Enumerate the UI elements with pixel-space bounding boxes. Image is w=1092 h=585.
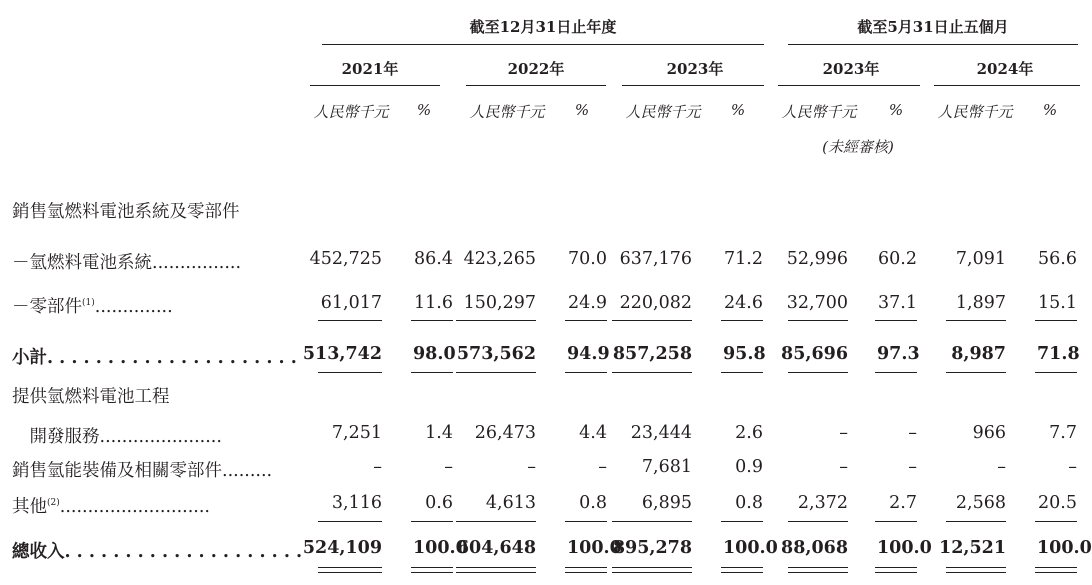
unaudited-note: (未經審核)	[822, 138, 894, 156]
total-top-rule	[612, 521, 692, 522]
year-2021: 2021年	[341, 60, 399, 78]
subtotal-top-rule	[721, 320, 763, 321]
cell-engineering-services-9: 7.7	[1049, 423, 1077, 443]
row-label-others	[12, 493, 210, 518]
cell-others-1: 0.6	[425, 493, 453, 513]
subtotal-bottom-rule	[1035, 372, 1077, 373]
row-label-text: －氫燃料電池系統	[12, 253, 152, 273]
cell-components-2: 150,297	[463, 293, 536, 313]
cell-fuel-cell-systems-3: 70.0	[568, 249, 607, 269]
cell-fuel-cell-systems-4: 637,176	[619, 249, 692, 269]
row-label-engineering-services	[12, 423, 222, 448]
cell-others-6: 2,372	[797, 493, 848, 513]
total-double-rule-1	[875, 567, 917, 568]
cell-total-revenue-4: 895,278	[612, 538, 692, 558]
year-2023-interim: 2023年	[822, 60, 880, 78]
cell-subtotal-8: 8,987	[951, 344, 1006, 364]
total-top-rule	[788, 521, 848, 522]
cell-subtotal-1: 98.0	[413, 344, 456, 364]
total-double-rule-2	[788, 572, 848, 573]
year-rule-2023-interim	[778, 85, 920, 86]
unit-rmb-2023: 人民幣千元	[625, 103, 701, 121]
subtotal-top-rule	[456, 320, 536, 321]
row-label-sales-header	[12, 198, 240, 223]
row-label-subtotal	[12, 344, 297, 369]
cell-components-8: 1,897	[955, 293, 1006, 313]
cell-total-revenue-5: 100.0	[723, 538, 778, 558]
row-label-engineering-header	[12, 383, 170, 408]
subtotal-bottom-rule	[456, 372, 536, 373]
cell-subtotal-4: 857,258	[612, 344, 692, 364]
total-double-rule-1	[318, 567, 382, 568]
subtotal-bottom-rule	[875, 372, 917, 373]
total-top-rule	[721, 521, 763, 522]
cell-total-revenue-1: 100.0	[413, 538, 468, 558]
total-top-rule	[946, 521, 1006, 522]
cell-hydrogen-equipment-2: –	[527, 457, 536, 477]
total-double-rule-1	[788, 567, 848, 568]
total-double-rule-2	[411, 572, 453, 573]
subtotal-top-rule	[1035, 320, 1077, 321]
cell-engineering-services-4: 23,444	[630, 423, 692, 443]
total-double-rule-2	[565, 572, 607, 573]
unit-pct-2024-interim: %	[1042, 101, 1058, 119]
cell-total-revenue-2: 604,648	[456, 538, 536, 558]
row-label-text: 小計	[12, 348, 47, 368]
footnote-marker: (1)	[82, 298, 95, 309]
leader-dots: ......................	[99, 427, 222, 447]
total-double-rule-2	[721, 572, 763, 573]
subtotal-top-rule	[318, 320, 382, 321]
subtotal-bottom-rule	[612, 372, 692, 373]
row-label-fuel-cell-systems	[12, 249, 241, 274]
row-label-text: 其他	[12, 497, 47, 517]
total-double-rule-1	[721, 567, 763, 568]
cell-fuel-cell-systems-6: 52,996	[786, 249, 848, 269]
year-2022: 2022年	[507, 60, 565, 78]
subtotal-top-rule	[875, 320, 917, 321]
total-double-rule-2	[612, 572, 692, 573]
row-label-text: 總收入	[12, 542, 65, 562]
subtotal-bottom-rule	[565, 372, 607, 373]
cell-total-revenue-9: 100.0	[1037, 538, 1092, 558]
cell-components-6: 32,700	[786, 293, 848, 313]
leader-dots: . . . . . . . . . . . . . . . . . . . .	[64, 542, 303, 562]
row-label-text: －零部件	[12, 297, 82, 317]
cell-engineering-services-7: –	[908, 423, 917, 443]
year-rule-2021	[310, 85, 440, 86]
cell-components-9: 15.1	[1038, 293, 1077, 313]
total-double-rule-2	[456, 572, 536, 573]
subtotal-bottom-rule	[946, 372, 1006, 373]
total-top-rule	[875, 521, 917, 522]
subtotal-top-rule	[565, 320, 607, 321]
cell-total-revenue-6: 88,068	[781, 538, 848, 558]
cell-total-revenue-7: 100.0	[877, 538, 932, 558]
group-rule-year-ended	[322, 44, 764, 45]
cell-subtotal-0: 513,742	[302, 344, 382, 364]
total-double-rule-1	[1035, 567, 1077, 568]
cell-total-revenue-0: 524,109	[302, 538, 382, 558]
cell-total-revenue-3: 100.0	[567, 538, 622, 558]
cell-others-9: 20.5	[1038, 493, 1077, 513]
group-title-five-months: 截至5月31日止五個月	[857, 18, 1009, 36]
leader-dots: ...........................	[59, 497, 210, 517]
unit-rmb-2024-interim: 人民幣千元	[937, 103, 1013, 121]
row-label-components	[12, 293, 173, 318]
cell-components-5: 24.6	[724, 293, 763, 313]
cell-hydrogen-equipment-1: –	[444, 457, 453, 477]
unit-pct-2023: %	[730, 101, 746, 119]
cell-hydrogen-equipment-4: 7,681	[641, 457, 692, 477]
total-top-rule	[1035, 521, 1077, 522]
total-top-rule	[318, 521, 382, 522]
subtotal-top-rule	[411, 320, 453, 321]
unit-rmb-2023-interim: 人民幣千元	[781, 103, 857, 121]
total-double-rule-1	[612, 567, 692, 568]
subtotal-bottom-rule	[721, 372, 763, 373]
unit-pct-2021: %	[416, 101, 432, 119]
cell-hydrogen-equipment-8: –	[997, 457, 1006, 477]
cell-subtotal-3: 94.9	[567, 344, 610, 364]
footnote-marker: (2)	[47, 498, 60, 509]
year-2024-interim: 2024年	[976, 60, 1034, 78]
leader-dots: .........	[222, 461, 273, 481]
cell-engineering-services-0: 7,251	[331, 423, 382, 443]
cell-components-4: 220,082	[619, 293, 692, 313]
cell-engineering-services-3: 4.4	[579, 423, 607, 443]
subtotal-bottom-rule	[318, 372, 382, 373]
cell-subtotal-9: 71.8	[1037, 344, 1080, 364]
year-rule-2022	[466, 85, 606, 86]
cell-engineering-services-8: 966	[972, 423, 1006, 443]
total-double-rule-2	[318, 572, 382, 573]
total-double-rule-1	[456, 567, 536, 568]
cell-others-0: 3,116	[331, 493, 382, 513]
cell-others-3: 0.8	[579, 493, 607, 513]
cell-fuel-cell-systems-1: 86.4	[414, 249, 453, 269]
subtotal-bottom-rule	[788, 372, 848, 373]
total-top-rule	[456, 521, 536, 522]
total-double-rule-1	[946, 567, 1006, 568]
cell-components-0: 61,017	[320, 293, 382, 313]
cell-subtotal-5: 95.8	[723, 344, 766, 364]
cell-subtotal-2: 573,562	[456, 344, 536, 364]
cell-components-7: 37.1	[878, 293, 917, 313]
cell-components-1: 11.6	[414, 293, 453, 313]
unit-pct-2022: %	[574, 101, 590, 119]
total-double-rule-2	[875, 572, 917, 573]
row-label-text: 開發服務	[12, 427, 100, 447]
cell-engineering-services-6: –	[839, 423, 848, 443]
cell-engineering-services-5: 2.6	[735, 423, 763, 443]
leader-dots: ................	[152, 253, 242, 273]
total-top-rule	[565, 521, 607, 522]
row-label-text: 提供氫燃料電池工程	[12, 387, 170, 407]
cell-fuel-cell-systems-2: 423,265	[463, 249, 536, 269]
subtotal-bottom-rule	[411, 372, 453, 373]
unit-pct-2023-interim: %	[888, 101, 904, 119]
row-label-total-revenue	[12, 538, 302, 563]
total-double-rule-2	[946, 572, 1006, 573]
cell-hydrogen-equipment-0: –	[373, 457, 382, 477]
cell-components-3: 24.9	[568, 293, 607, 313]
subtotal-top-rule	[612, 320, 692, 321]
cell-fuel-cell-systems-9: 56.6	[1038, 249, 1077, 269]
cell-total-revenue-8: 12,521	[939, 538, 1006, 558]
subtotal-top-rule	[788, 320, 848, 321]
row-label-text: 銷售氫燃料電池系統及零部件	[12, 202, 240, 222]
cell-hydrogen-equipment-7: –	[908, 457, 917, 477]
cell-hydrogen-equipment-6: –	[839, 457, 848, 477]
subtotal-top-rule	[946, 320, 1006, 321]
cell-fuel-cell-systems-8: 7,091	[955, 249, 1006, 269]
row-label-text: 銷售氫能裝備及相關零部件	[12, 461, 222, 481]
cell-subtotal-7: 97.3	[877, 344, 920, 364]
total-double-rule-1	[411, 567, 453, 568]
year-rule-2023	[622, 85, 764, 86]
total-double-rule-1	[565, 567, 607, 568]
cell-subtotal-6: 85,696	[781, 344, 848, 364]
year-rule-2024-interim	[934, 85, 1080, 86]
cell-fuel-cell-systems-5: 71.2	[724, 249, 763, 269]
cell-others-8: 2,568	[955, 493, 1006, 513]
total-top-rule	[411, 521, 453, 522]
cell-fuel-cell-systems-0: 452,725	[309, 249, 382, 269]
total-double-rule-2	[1035, 572, 1077, 573]
group-title-year-ended: 截至12月31日止年度	[469, 18, 617, 36]
cell-hydrogen-equipment-3: –	[598, 457, 607, 477]
leader-dots: ..............	[94, 297, 173, 317]
unit-rmb-2022: 人民幣千元	[469, 103, 545, 121]
row-label-hydrogen-equipment	[12, 457, 272, 482]
year-2023: 2023年	[666, 60, 724, 78]
cell-engineering-services-2: 26,473	[474, 423, 536, 443]
cell-engineering-services-1: 1.4	[425, 423, 453, 443]
cell-hydrogen-equipment-5: 0.9	[735, 457, 763, 477]
group-rule-five-months	[788, 44, 1078, 45]
cell-others-7: 2.7	[889, 493, 917, 513]
cell-others-2: 4,613	[485, 493, 536, 513]
cell-others-5: 0.8	[735, 493, 763, 513]
unit-rmb-2021: 人民幣千元	[313, 103, 389, 121]
cell-fuel-cell-systems-7: 60.2	[878, 249, 917, 269]
leader-dots: . . . . . . . . . . . . . . . . . . . . .	[47, 348, 297, 368]
cell-others-4: 6,895	[641, 493, 692, 513]
cell-hydrogen-equipment-9: –	[1068, 457, 1077, 477]
